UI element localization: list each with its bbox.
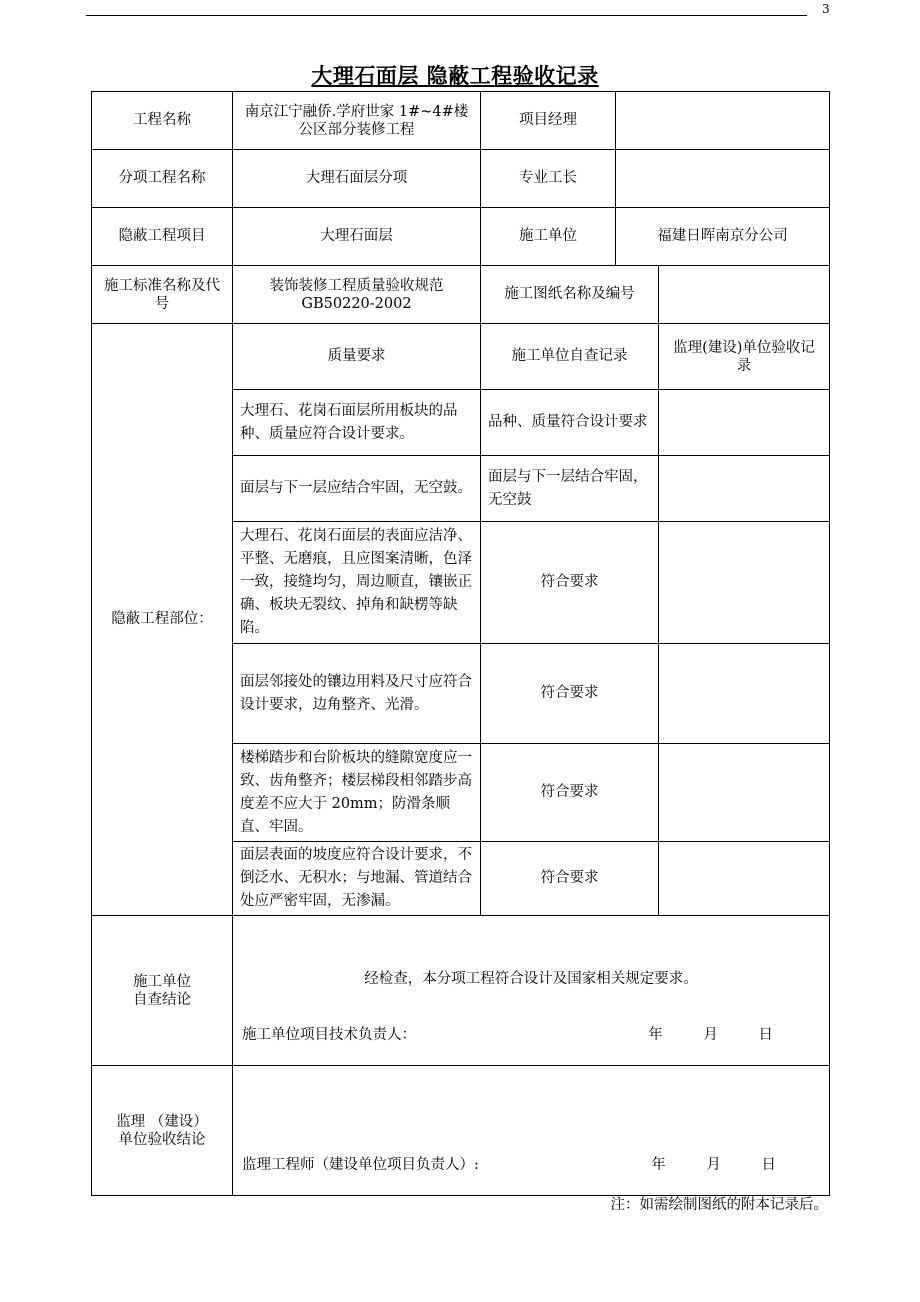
- self-conclusion-text: 经检查，本分项工程符合设计及国家相关规定要求。: [364, 971, 698, 987]
- header-supervisor: 监理(建设)单位验收记录: [659, 324, 830, 390]
- header-requirement: 质量要求: [233, 324, 481, 390]
- self-check-text: 符合要求: [481, 522, 659, 644]
- row-standard: [92, 266, 830, 324]
- page-title: 大理石面层 隐蔽工程验收记录: [311, 64, 599, 88]
- supervisor-record: [659, 842, 830, 916]
- supervisor-conclusion-label-line2: 单位验收结论: [118, 1131, 206, 1148]
- supervisor-conclusion-label: [92, 1066, 233, 1196]
- header-self-check: 施工单位自查记录: [481, 324, 659, 390]
- requirement-text: 楼梯踏步和台阶板块的缝隙宽度应一致、齿角整齐；楼层梯段相邻踏步高度差不应大于 20mm；防滑条顺直、牢固。: [233, 744, 481, 842]
- self-conclusion-label: [92, 916, 233, 1066]
- contractor-value: 福建日晖南京分公司: [616, 208, 830, 266]
- footnote: 注：如需绘制图纸的附本记录后。: [610, 1197, 828, 1213]
- supervisor-conclusion-date: 年 月 日: [651, 1157, 776, 1173]
- self-conclusion-label-line2: 自查结论: [133, 991, 191, 1008]
- subitem-value: 大理石面层分项: [233, 150, 481, 208]
- technical-lead-signature-label: 施工单位项目技术负责人：: [242, 1027, 416, 1043]
- requirement-text: 面层邻接处的镶边用料及尺寸应符合设计要求，边角整齐、光滑。: [233, 644, 481, 744]
- drawing-label: 施工图纸名称及编号: [481, 266, 659, 324]
- self-check-text: 品种、质量符合设计要求: [481, 390, 659, 456]
- standard-value: [233, 266, 481, 324]
- row-supervisor-conclusion: [92, 1066, 830, 1196]
- hidden-item-label: 隐蔽工程项目: [92, 208, 233, 266]
- standard-code: GB50220-2002: [301, 295, 412, 312]
- requirement-text: 大理石、花岗石面层所用板块的品种、质量应符合设计要求。: [233, 390, 481, 456]
- page-number: 3: [822, 2, 830, 16]
- self-conclusion-label-line1: 施工单位: [133, 973, 191, 990]
- row-subitem: [92, 150, 830, 208]
- self-check-text: 符合要求: [481, 842, 659, 916]
- supervisor-conclusion-label-line1: 监理 （建设）: [116, 1113, 208, 1130]
- foreman-label: 专业工长: [481, 150, 616, 208]
- header-rule: [86, 15, 807, 16]
- self-check-text: 面层与下一层结合牢固，无空鼓: [481, 456, 659, 522]
- hidden-item-value: 大理石面层: [233, 208, 481, 266]
- requirement-text: 大理石、花岗石面层的表面应洁净、平整、无磨痕，且应图案清晰，色泽一致，接缝均匀，周边顺直，镶嵌正确、板块无裂纹、掉角和缺楞等缺陷。: [233, 522, 481, 644]
- supervisor-signature-label: 监理工程师（建设单位项目负责人）:: [242, 1157, 479, 1173]
- self-conclusion-date: 年 月 日: [648, 1027, 773, 1043]
- row-inspection-header: [92, 324, 830, 390]
- contractor-label: 施工单位: [481, 208, 616, 266]
- requirement-text: 面层与下一层应结合牢固，无空鼓。: [233, 456, 481, 522]
- supervisor-record: [659, 644, 830, 744]
- standard-label: 施工标准名称及代号: [92, 266, 233, 324]
- supervisor-record: [659, 522, 830, 644]
- project-manager-value: [616, 92, 830, 150]
- supervisor-record: [659, 744, 830, 842]
- standard-name: 装饰装修工程质量验收规范: [269, 277, 444, 294]
- drawing-value: [659, 266, 830, 324]
- project-manager-label: 项目经理: [481, 92, 616, 150]
- project-name-value: 南京江宁融侨.学府世家 1#~4#楼公区部分装修工程: [233, 92, 481, 150]
- self-check-text: 符合要求: [481, 644, 659, 744]
- foreman-value: [616, 150, 830, 208]
- acceptance-record-table: [91, 91, 830, 1196]
- row-project-name: [92, 92, 830, 150]
- hidden-part-label: 隐蔽工程部位：: [92, 324, 233, 916]
- row-hidden-item: [92, 208, 830, 266]
- project-name-label: 工程名称: [92, 92, 233, 150]
- supervisor-conclusion-content: [233, 1066, 830, 1196]
- supervisor-record: [659, 456, 830, 522]
- supervisor-record: [659, 390, 830, 456]
- requirement-text: 面层表面的坡度应符合设计要求，不倒泛水、无积水；与地漏、管道结合处应严密牢固，无渗漏。: [233, 842, 481, 916]
- self-check-text: 符合要求: [481, 744, 659, 842]
- row-self-conclusion: [92, 916, 830, 1066]
- subitem-label: 分项工程名称: [92, 150, 233, 208]
- self-conclusion-content: [233, 916, 830, 1066]
